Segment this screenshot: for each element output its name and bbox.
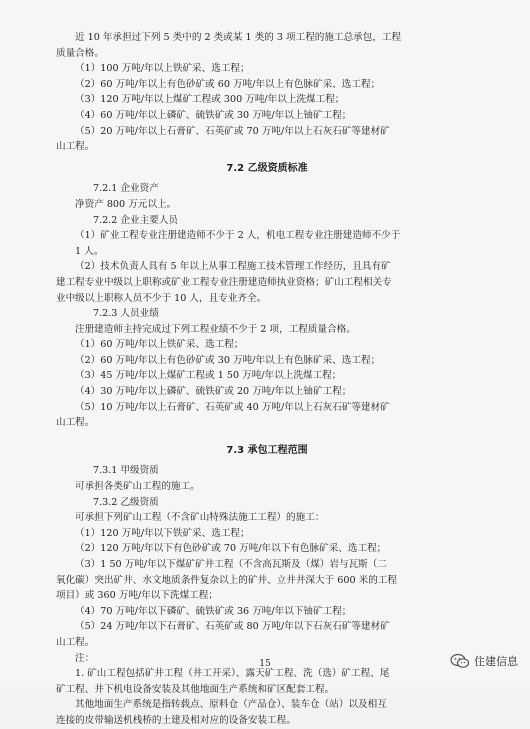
list-item-continuation: 项目）或 360 万吨/年以下洗煤工程； <box>56 590 218 602</box>
subsection-title: 7.3.2 乙级资质 <box>93 496 159 508</box>
list-item: （3）45 万吨/年以上煤矿工程或 1 50 万吨/年以上洗煤工程； <box>75 370 342 382</box>
wechat-icon <box>450 653 470 669</box>
list-item: （3）1 50 万吨/年以下煤矿矿井工程（不含高瓦斯及（煤）岩与瓦斯（二 <box>75 559 387 570</box>
list-item: （2）60 万吨/年以上有色砂矿或 30 万吨/年以上有色脉矿采、选工程； <box>75 354 381 366</box>
watermark-text: 住建信息 <box>474 655 518 668</box>
note-item: 1. 矿山工程包括矿井工程（井工开采）、露天矿工程、洗（选）矿工程、尾 <box>75 668 390 680</box>
note-item-continuation: 连接的皮带输送机栈桥的土建及相对应的设备安装工程。 <box>56 714 296 726</box>
list-item: （3）120 万吨/年以上煤矿工程或 300 万吨/年以上洗煤工程； <box>75 94 345 106</box>
paragraph: 可承担下列矿山工程（不含矿山特殊法施工工程）的施工： <box>75 512 325 524</box>
list-item: （1）100 万吨/年以上铁矿采、选工程； <box>75 63 250 75</box>
list-item: （4）70 万吨/年以下磷矿、硫铁矿或 36 万吨/年以下铀矿工程； <box>75 605 352 617</box>
note-item-continuation: 矿工程、井下机电设备安装及其他地面生产系统和矿区配套工程。 <box>56 683 335 695</box>
list-item-continuation: 业中级以上职称人员不少于 10 人，且专业齐全。 <box>56 292 267 304</box>
list-item-continuation: 山工程。 <box>56 417 95 429</box>
subsection-title: 7.2.1 企业资产 <box>93 183 159 195</box>
list-item-continuation: 建工程专业中级以上职称或矿业工程专业注册建造师执业资格；矿山工程相关专 <box>56 276 392 288</box>
watermark <box>450 653 518 669</box>
list-item: （2）技术负责人具有 5 年以上从事工程施工技术管理工作经历，且具有矿 <box>75 261 391 273</box>
list-item: （2）120 万吨/年以下有色砂矿或 70 万吨/年以下有色脉矿采、选工程； <box>75 543 387 555</box>
paragraph: 可承担各类矿山工程的施工。 <box>75 481 200 493</box>
list-item: （2）60 万吨/年以上有色砂矿或 60 万吨/年以上有色脉矿采、选工程； <box>75 78 381 90</box>
list-item: （5）20 万吨/年以上石膏矿、石英矿或 70 万吨/年以上石灰石矿等建材矿 <box>75 125 390 137</box>
list-item: （1）60 万吨/年以上铁矿采、选工程； <box>75 339 244 351</box>
list-item-continuation: 氧化碳）突出矿井、水文地质条件复杂以上的矿井、立井井深大于 600 米的工程 <box>56 574 398 586</box>
subsection-title: 7.3.1 甲级资质 <box>93 465 159 477</box>
note-item: 其他地面生产系统是指转载点、原料仓（产品仓）、装车仓（站）以及相互 <box>75 699 387 711</box>
document-body <box>56 30 478 729</box>
paragraph: 近 10 年承担过下列 5 类中的 2 类或某 1 类的 3 项工程的施工总承包，工程 <box>75 32 402 43</box>
section-heading: 7.2 乙级资质标准 <box>226 162 308 174</box>
list-item-continuation: 山工程。 <box>56 636 95 648</box>
list-item: （4）30 万吨/年以上磷矿、硫铁矿或 20 万吨/年以上铀矿工程； <box>75 386 352 398</box>
list-item: （5）24 万吨/年以下石膏矿、石英矿或 80 万吨/年以下石灰石矿等建材矿 <box>75 621 390 633</box>
paragraph: 注册建造师主持完成过下列工程业绩不少于 2 项，工程质量合格。 <box>75 323 356 335</box>
list-item: （5）10 万吨/年以上石膏矿、石英矿或 40 万吨/年以上石灰石矿等建材矿 <box>75 401 390 413</box>
paragraph: 净资产 800 万元以上。 <box>75 198 177 210</box>
section-heading: 7.3 承包工程范围 <box>226 444 308 456</box>
subsection-title: 7.2.3 人员业绩 <box>93 308 159 320</box>
paragraph: 质量合格。 <box>56 47 104 59</box>
list-item: （4）60 万吨/年以上磷矿、硫铁矿或 30 万吨/年以上铀矿工程； <box>75 109 352 121</box>
list-item-continuation: 1 人。 <box>75 245 104 257</box>
list-item: （1）120 万吨/年以下铁矿采、选工程； <box>75 527 250 539</box>
list-item: （1）矿业工程专业注册建造师不少于 2 人，机电工程专业注册建造师不少于 <box>75 230 401 242</box>
note-label: 注： <box>75 652 95 664</box>
subsection-title: 7.2.2 企业主要人员 <box>93 214 179 226</box>
list-item-continuation: 山工程。 <box>56 141 95 153</box>
page-number: 15 <box>259 659 271 669</box>
